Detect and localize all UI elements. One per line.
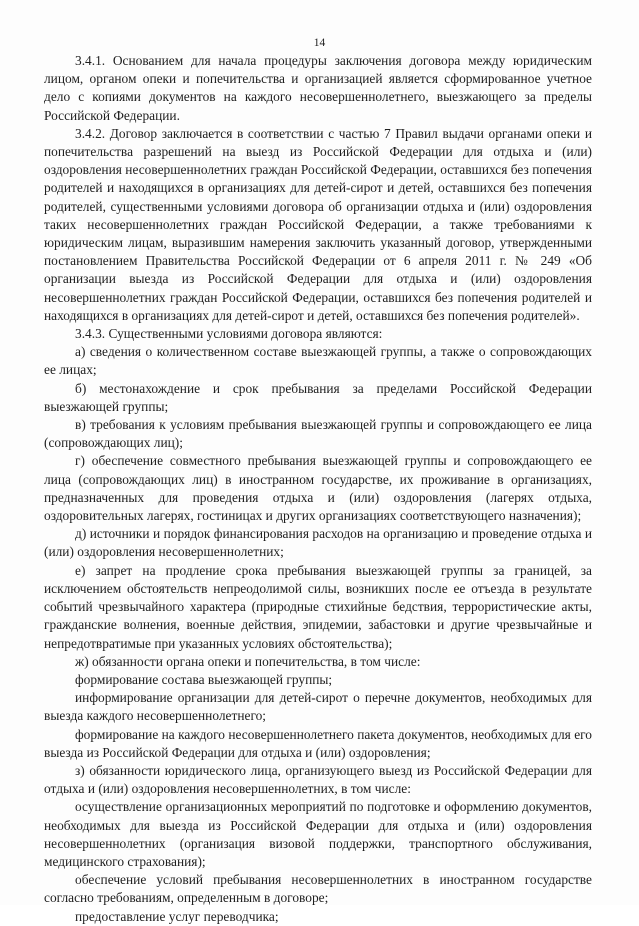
page-number: 14 [313,37,326,49]
list-subitem: формирование на каждого несовершеннолетнего пакета документов, необходимых для его выезда из Российской Федерации для отдыха и (или) оздоровления; [44,726,592,760]
list-subitem: формирование состава выезжающей группы; [75,671,333,687]
list-subitem: информирование организации для детей-сирот о перечне документов, необходимых для выезда каждого несовершеннолетнего; [44,690,592,724]
list-item-g: г) обеспечение совместного пребывания выезжающей группы и сопровождающего ее лица (сопровождающих лиц) в иностранном государстве, их проживание в организациях, предназначенных для проведения отдыха и (или) оздоровления (лагерях отдыха, оздоровительных лагерях, гостиницах и других организациях соответствующего назначения); [44,453,592,524]
list-item-z: з) обязанности юридического лица, организующего выезд из Российской Федерации для отдыха и (или) оздоровления несовершеннолетних, в том числе: [44,762,592,797]
list-item-a: а) сведения о количественном составе выезжающей группы, а также о сопровождающих ее лицах; [44,344,592,378]
paragraph-3-4-1: 3.4.1. Основанием для начала процедуры заключения договора между юридическим лицом, органом опеки и попечительства и организацией является сформированное учетное дело с копиями документов на каждого несовершеннолетнего, выезжающего за пределы Российской Федерации. [44,53,592,123]
list-subitem: предоставление услуг переводчика; [75,908,279,924]
list-item-zh: ж) обязанности органа опеки и попечительства, в том числе: [75,653,421,669]
list-item-e: е) запрет на продление срока пребывания выезжающей группы за границей, за исключением обстоятельств непреодолимой силы, возникших после ее отъезда в результате событий чрезвычайного характера (природные стихийные бедствия, террористические акты, гражданские волнения, военные действия, эпидемии, забастовки и другие чрезвычайные и непредотвратимые при указанных условиях обстоятельства); [44,562,592,651]
document-body [44,52,592,926]
paragraph-3-4-3: 3.4.3. Существенными условиями договора являются: [75,326,383,342]
list-subitem: осуществление организационных мероприятий по подготовке и оформлению документов, необходимых для выезда из Российской Федерации для отдыха и (или) оздоровления несовершеннолетних (организация визовой поддержки, транспортного обслуживания, медицинского страхования); [44,799,592,869]
paragraph-3-4-2: 3.4.2. Договор заключается в соответствии с частью 7 Правил выдачи органами опеки и попечительства разрешений на выезд из Российской Федерации для отдыха и (или) оздоровления несовершеннолетних граждан Российской Федерации, оставшихся без попечения родителей и находящихся в организациях для детей-сирот и детей, оставшихся без попечения родителей, существенными условиями договора об организации отдыха и (или) оздоровления таких несовершеннолетних граждан Российской Федерации, а также требованиями к юридическим лицам, выразившим намерения заключить указанный договор, утвержденными постановлением Правительства Российской Федерации от 6 апреля 2011 г. № 249 «Об организации выезда из Российской Федерации для отдыха и (или) оздоровления несовершеннолетних граждан Российской Федерации, оставшихся без попечения родителей и находящихся в организациях для детей-сирот и детей, оставшихся без попечения родителей». [44,125,592,323]
list-item-b: б) местонахождение и срок пребывания за пределами Российской Федерации выезжающей группы; [44,380,592,414]
list-subitem: обеспечение условий пребывания несовершеннолетних в иностранном государстве согласно требованиям, определенным в договоре; [44,872,592,906]
list-item-d: д) источники и порядок финансирования расходов на организацию и проведение отдыха и (или) оздоровления несовершеннолетних; [44,526,592,560]
list-item-v: в) требования к условиям пребывания выезжающей группы и сопровождающего ее лица (сопровождающих лиц); [44,417,592,451]
